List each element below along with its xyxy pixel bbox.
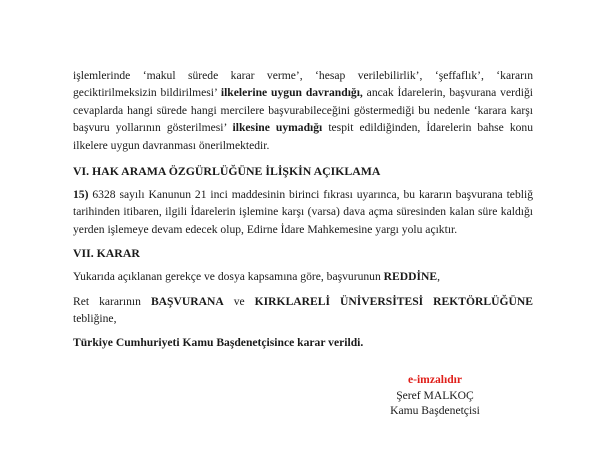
bold-word: BAŞVURANA — [150, 294, 224, 308]
paragraph-15 — [73, 186, 533, 238]
bold-span: ilkesine uymadığı — [232, 121, 323, 135]
notification-paragraph — [73, 293, 533, 328]
bold-word: REKTÖRLÜĞÜNE — [433, 294, 533, 308]
bold-span: ilkelerine uygun davrandığı, — [220, 86, 363, 100]
signature-block — [380, 372, 490, 419]
word: ve — [233, 294, 245, 308]
section-heading-vi: VI. HAK ARAMA ÖZGÜRLÜĞÜNE İLİŞKİN AÇIKLAMA — [73, 164, 381, 179]
bold-span: Türkiye Cumhuriyeti Kamu Başdenetçisince karar verildi. — [73, 336, 364, 350]
reject-paragraph — [73, 268, 533, 285]
notification-line-2: tebliğine, — [73, 312, 117, 326]
signatory-name: Şeref MALKOÇ — [396, 388, 474, 402]
bold-word: ÜNİVERSİTESİ — [340, 294, 424, 308]
word: Ret — [73, 294, 90, 308]
section-heading-vii: VII. KARAR — [73, 246, 140, 261]
word: kararının — [99, 294, 141, 308]
text-span: Yukarıda açıklanan gerekçe ve dosya kapsamına göre, başvurunun — [73, 270, 384, 284]
document-body — [73, 67, 533, 352]
text-span: tespit edildiğinden, İdarelerin bahse konu ilkelere uygun davranması önerilmektedir. — [73, 121, 534, 152]
notification-line-1 — [73, 293, 533, 310]
bold-span: REDDİNE — [383, 270, 438, 284]
text-span: 6328 sayılı Kanunun 21 inci maddesinin birinci fıkrası uyarınca, bu kararın başvurana tebliğ tarihinden itibaren, ilgili İdarelerin işlemine karşı (varsa) dava açma süresinden kalan süre kaldığı yerden işlemeye devam edecek olup, Edirne İdare Mahkemesine yargı yolu açıktır. — [73, 188, 533, 236]
e-signature-label: e-imzalıdır — [407, 373, 463, 386]
recommendation-paragraph — [73, 67, 533, 154]
bold-word: KIRKLARELİ — [254, 294, 331, 308]
text-span: , — [437, 270, 441, 284]
text-span: ancak İdarelerin, başvurana verdiği cevaplarda hangi sürede hangi mercilere başvurabileceğini göstermediği bu nedenle ‘karara karşı başvuru yollarının gösterilmesi’ — [73, 86, 534, 135]
text-span: işlemlerinde ‘makul sürede karar verme’, ‘hesap verilebilirlik’, ‘şeffaflık’, ‘kararın geciktirilmeksizin bildirilmesi’ — [73, 69, 533, 100]
paragraph-number: 15) — [73, 188, 89, 202]
final-decision — [73, 334, 533, 351]
signatory-title: Kamu Başdenetçisi — [390, 404, 480, 417]
